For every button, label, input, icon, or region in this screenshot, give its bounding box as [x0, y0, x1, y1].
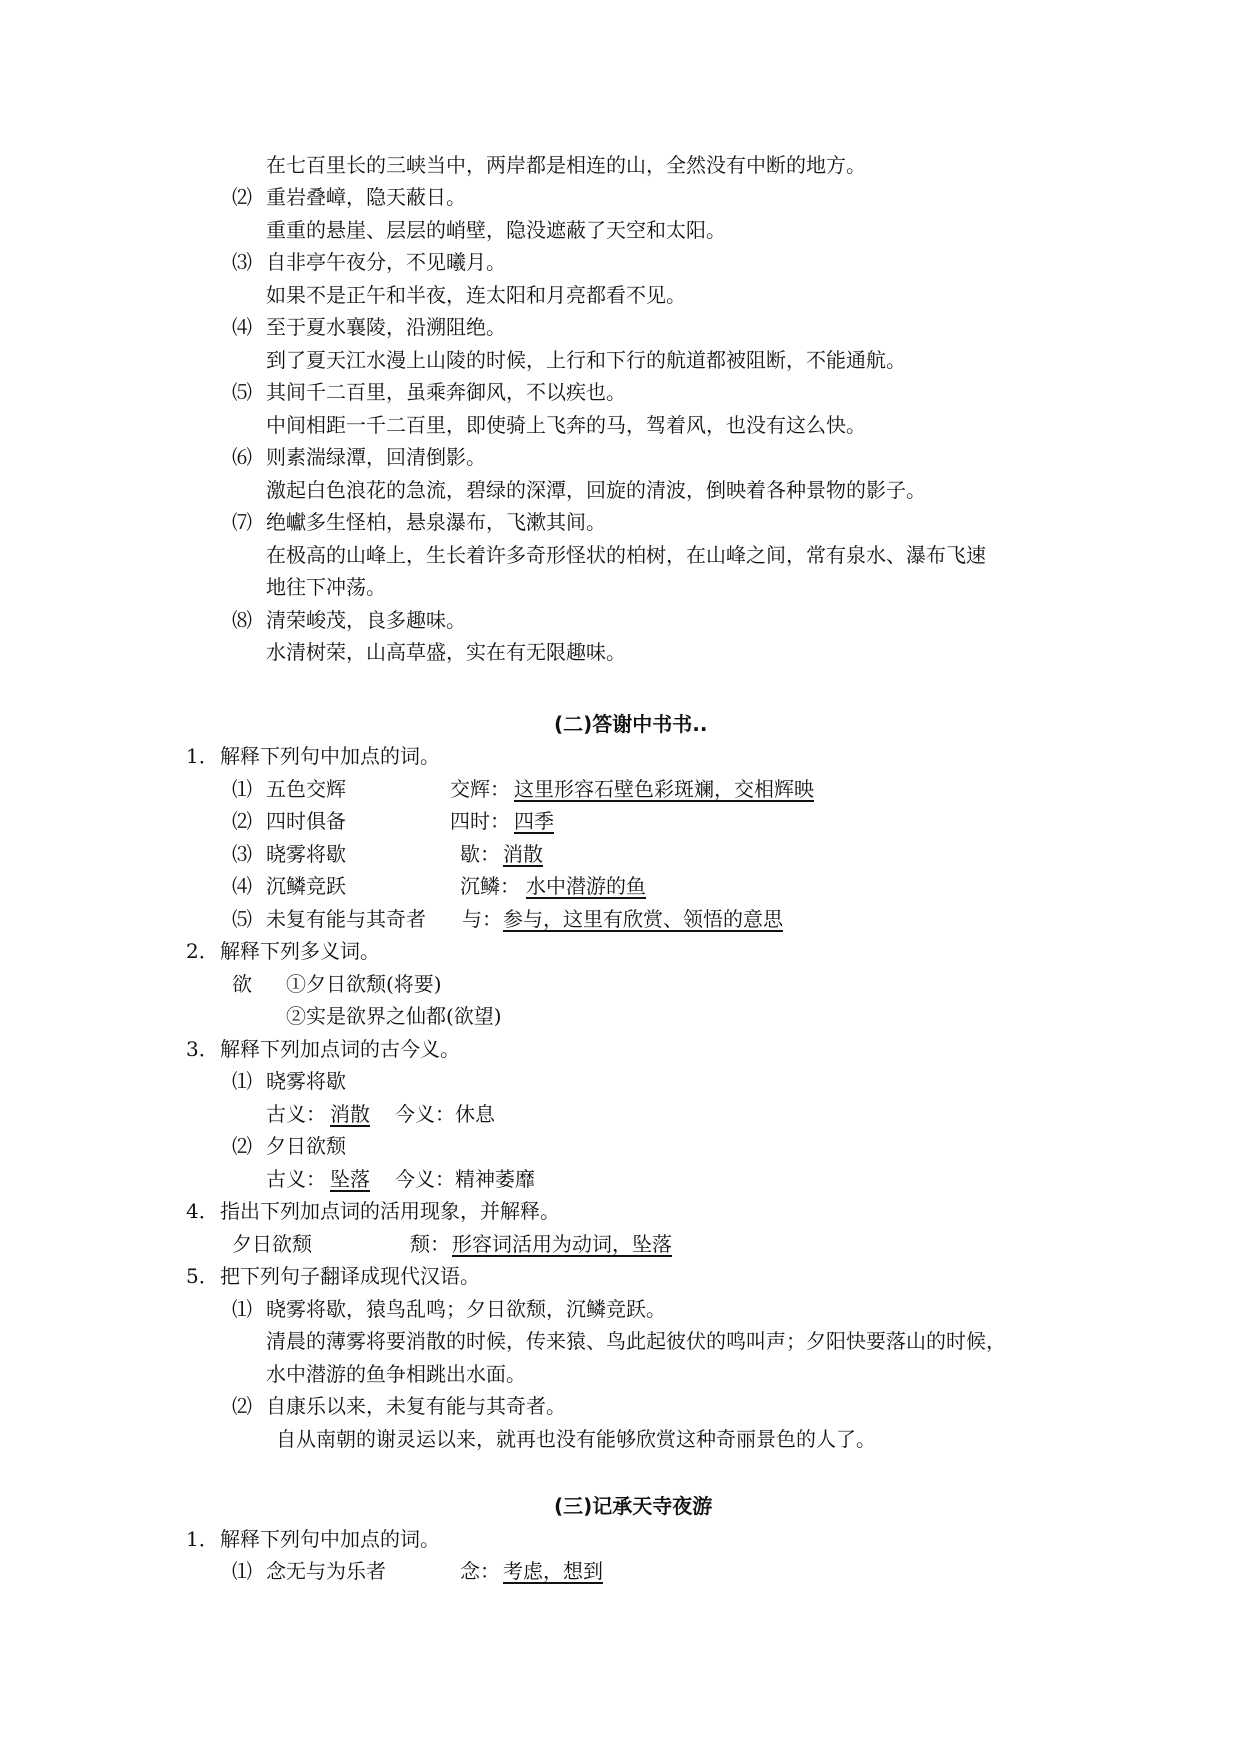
polysemy-word: 欲	[232, 972, 252, 996]
source-line: 自康乐以来，未复有能与其奇者。	[266, 1394, 566, 1418]
phrase: 未复有能与其奇者	[266, 907, 426, 931]
item-num: ⑵	[232, 185, 252, 209]
meaning-1: ①夕日欲颓(将要)	[286, 972, 442, 996]
answer: 考虑，想到	[503, 1559, 603, 1583]
item-num: ⑹	[232, 445, 252, 469]
source-line: 则素湍绿潭，回清倒影。	[266, 445, 486, 469]
translation-line: 水中潜游的鱼争相跳出水面。	[266, 1362, 526, 1386]
question-text: 解释下列多义词。	[220, 939, 380, 963]
section-title: (二)答谢中书书..	[554, 712, 708, 736]
translation-line: 清晨的薄雾将要消散的时候，传来猿、鸟此起彼伏的鸣叫声；夕阳快要落山的时候，	[266, 1329, 1006, 1353]
translation-line: 激起白色浪花的急流，碧绿的深潭，回旋的清波，倒映着各种景物的影子。	[266, 478, 926, 502]
source-line: 自非亭午夜分，不见曦月。	[266, 250, 506, 274]
item-num: ⑶	[232, 250, 252, 274]
question-number: 4．	[186, 1199, 219, 1223]
item-num: ⑻	[232, 608, 252, 632]
item-num: ⑷	[232, 874, 252, 898]
answer: 这里形容石壁色彩斑斓，交相辉映	[514, 777, 814, 801]
translation-line: 地往下冲荡。	[266, 575, 386, 599]
question-number: 1．	[186, 1527, 219, 1551]
source-line: 清荣峻茂，良多趣味。	[266, 608, 466, 632]
gu-label: 古义：	[266, 1102, 326, 1126]
item-num: ⑶	[232, 842, 252, 866]
answer: 参与，这里有欣赏、领悟的意思	[503, 907, 783, 931]
item-num: ⑴	[232, 1559, 252, 1583]
phrase: 四时俱备	[266, 809, 346, 833]
question-number: 5．	[186, 1264, 219, 1288]
question-text: 把下列句子翻译成现代汉语。	[220, 1264, 480, 1288]
gu-label: 古义：	[266, 1167, 326, 1191]
word-label: 念：	[460, 1559, 500, 1583]
gu-answer: 消散	[330, 1102, 370, 1126]
question-text: 解释下列句中加点的词。	[220, 1527, 440, 1551]
word-label: 歇：	[460, 842, 500, 866]
question-text: 解释下列加点词的古今义。	[220, 1037, 460, 1061]
item-num: ⑵	[232, 809, 252, 833]
item-num: ⑺	[232, 510, 252, 534]
source-line: 晓雾将歇	[266, 1069, 346, 1093]
question-number: 2．	[186, 939, 219, 963]
item-num: ⑵	[232, 1134, 252, 1158]
section-title: (三)记承天寺夜游	[554, 1494, 713, 1518]
answer: 四季	[514, 809, 554, 833]
translation-line: 中间相距一千二百里，即使骑上飞奔的马，驾着风，也没有这么快。	[266, 413, 866, 437]
source-line: 其间千二百里，虽乘奔御风，不以疾也。	[266, 380, 626, 404]
phrase: 夕日欲颓	[232, 1232, 312, 1256]
source-line: 至于夏水襄陵，沿溯阻绝。	[266, 315, 506, 339]
phrase: 晓雾将歇	[266, 842, 346, 866]
item-num: ⑴	[232, 1297, 252, 1321]
translation-line: 水清树荣，山高草盛，实在有无限趣味。	[266, 640, 626, 664]
item-num: ⑵	[232, 1394, 252, 1418]
question-text: 解释下列句中加点的词。	[220, 744, 440, 768]
answer: 消散	[503, 842, 543, 866]
jin-meaning: 今义：休息	[395, 1102, 495, 1126]
answer: 水中潜游的鱼	[526, 874, 646, 898]
translation-line: 在极高的山峰上，生长着许多奇形怪状的柏树，在山峰之间，常有泉水、瀑布飞速	[266, 543, 986, 567]
item-num: ⑸	[232, 907, 252, 931]
translation-line: 自从南朝的谢灵运以来，就再也没有能够欣赏这种奇丽景色的人了。	[276, 1427, 876, 1451]
item-num: ⑷	[232, 315, 252, 339]
item-num: ⑸	[232, 380, 252, 404]
answer: 形容词活用为动词，坠落	[452, 1232, 672, 1256]
word-label: 与：	[462, 907, 502, 931]
word-label: 四时：	[450, 809, 510, 833]
meaning-2: ②实是欲界之仙都(欲望)	[286, 1004, 502, 1028]
translation-line: 如果不是正午和半夜，连太阳和月亮都看不见。	[266, 283, 686, 307]
question-text: 指出下列加点词的活用现象，并解释。	[220, 1199, 560, 1223]
source-line: 绝巘多生怪柏，悬泉瀑布，飞漱其间。	[266, 510, 606, 534]
gu-answer: 坠落	[330, 1167, 370, 1191]
translation-line: 在七百里长的三峡当中，两岸都是相连的山，全然没有中断的地方。	[266, 153, 866, 177]
phrase: 念无与为乐者	[266, 1559, 386, 1583]
phrase: 五色交辉	[266, 777, 346, 801]
word-label: 交辉：	[450, 777, 510, 801]
item-num: ⑴	[232, 1069, 252, 1093]
translation-line: 重重的悬崖、层层的峭壁，隐没遮蔽了天空和太阳。	[266, 218, 726, 242]
source-line: 夕日欲颓	[266, 1134, 346, 1158]
phrase: 沉鳞竞跃	[266, 874, 346, 898]
item-num: ⑴	[232, 777, 252, 801]
translation-line: 到了夏天江水漫上山陵的时候，上行和下行的航道都被阻断，不能通航。	[266, 348, 906, 372]
jin-meaning: 今义：精神萎靡	[395, 1167, 535, 1191]
question-number: 1．	[186, 744, 219, 768]
question-number: 3．	[186, 1037, 219, 1061]
source-line: 晓雾将歇，猿鸟乱鸣；夕日欲颓，沉鳞竞跃。	[266, 1297, 666, 1321]
word-label: 沉鳞：	[460, 874, 520, 898]
word-label: 颓：	[410, 1232, 450, 1256]
source-line: 重岩叠嶂，隐天蔽日。	[266, 185, 466, 209]
